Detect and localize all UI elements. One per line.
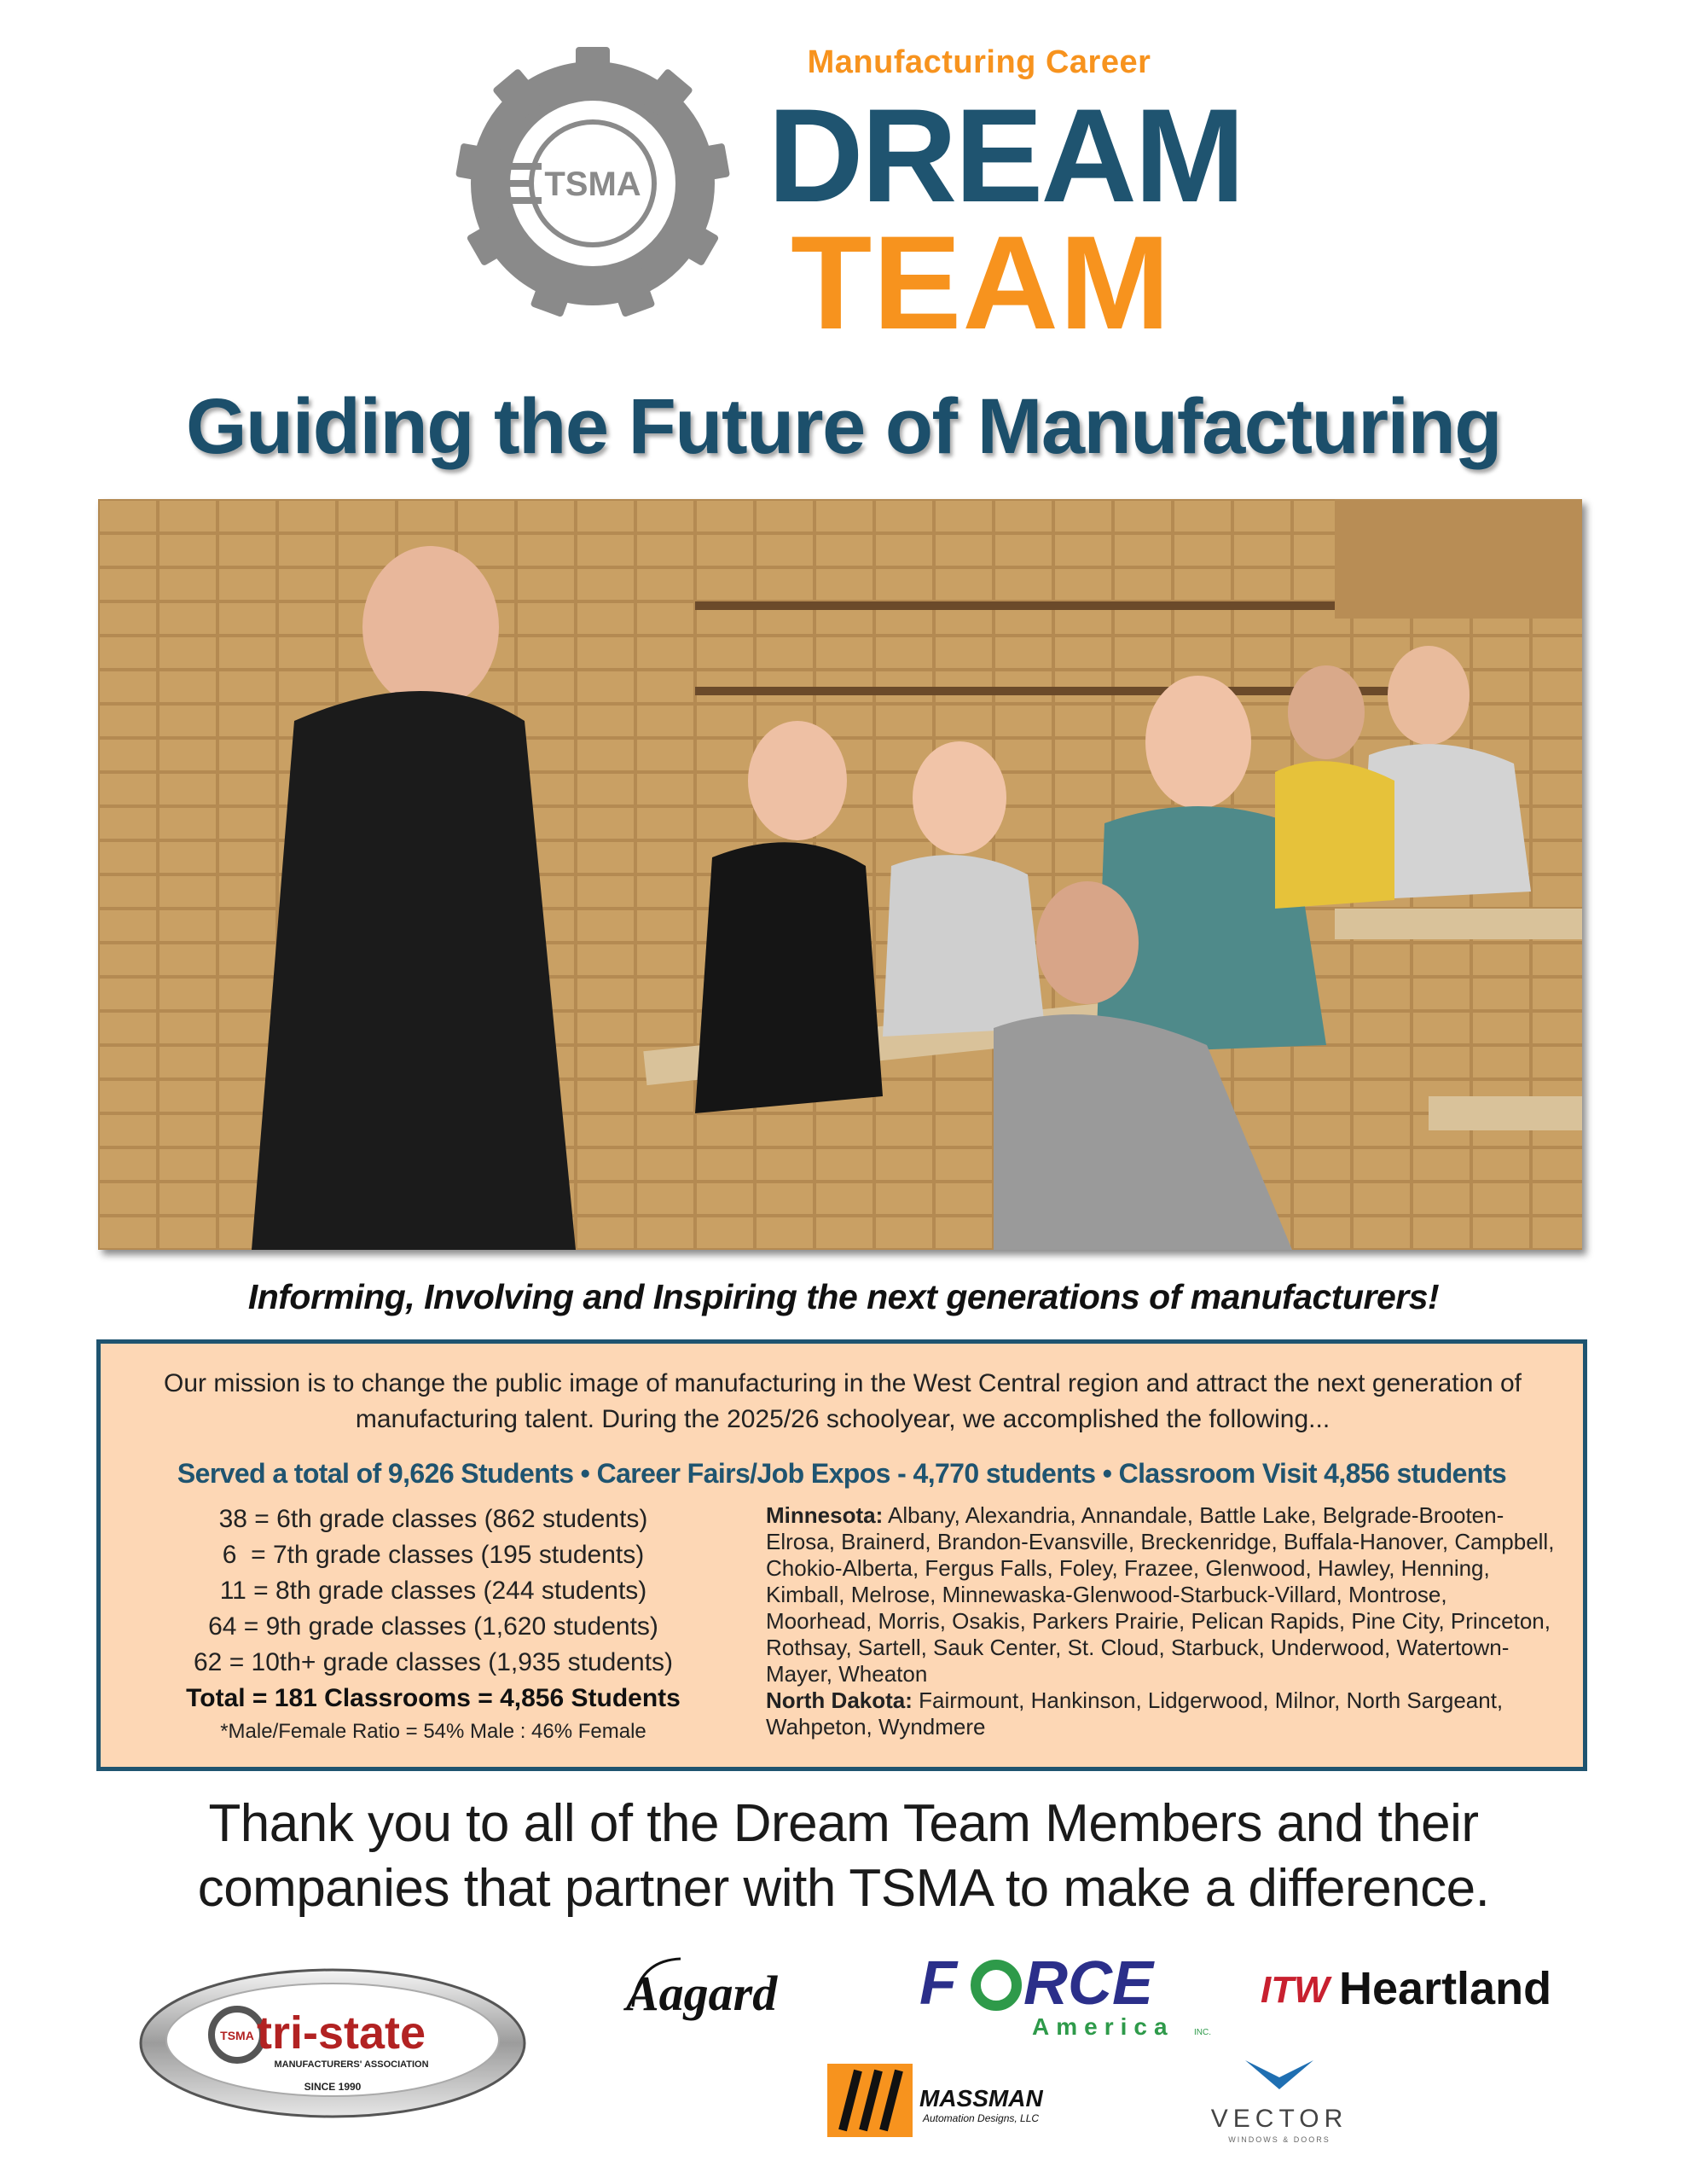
vector-subtitle: WINDOWS & DOORS bbox=[1228, 2135, 1330, 2144]
mission-statement: Our mission is to change the public image of manufacturing in the West Central region and attract the next generation of manufacturing talent. During the 2025/26 schoolyear, we accomplished the following... bbox=[163, 1369, 1522, 1433]
mission-box bbox=[96, 1339, 1587, 1771]
gender-ratio: *Male/Female Ratio = 54% Male : 46% Female bbox=[220, 1720, 646, 1743]
tsma-gear-text: TSMA bbox=[544, 166, 641, 203]
minnesota-schools: Albany, Alexandria, Annandale, Battle Lake, Belgrade-Brooten-Elrosa, Brainerd, Brandon-Evansville, Breckenridge, Buffala-Hanover, Campbell, Chokio-Alberta, Fergus Falls, Foley, Frazee, Glenwood, Hawley, Henning, Kimball, Melrose, Minnewaska-Glenwood-Starbuck-Villard, Montrose, Moorhead, Morris, Osakis, Parkers Prairie, Pelican Rapids, Pine City, Princeton, Rothsay, Sartell, Sauk Center, St. Cloud, Starbuck, Underwood, Watertown-Mayer, Wheaton bbox=[766, 1502, 1555, 1687]
itw-heartland-logo bbox=[1261, 1958, 1585, 2018]
grade-row: 62 = 10th+ grade classes (1,935 students) bbox=[193, 1648, 674, 1676]
grade-breakdown bbox=[160, 1502, 706, 1747]
tri-state-name: tri-state bbox=[256, 2007, 426, 2059]
aagard-logo bbox=[621, 1954, 851, 2022]
north-dakota-schools: Fairmount, Hankinson, Lidgerwood, Milnor, North Sargeant, Wahpeton, Wyndmere bbox=[766, 1687, 1504, 1740]
logo-title-dream: DREAM bbox=[768, 82, 1243, 230]
school-list bbox=[766, 1502, 1559, 1740]
vector-logo bbox=[1194, 2052, 1365, 2154]
massman-logo bbox=[827, 2052, 1058, 2146]
itw-text: ITW bbox=[1261, 1969, 1330, 2011]
tri-state-subtitle: MANUFACTURERS' ASSOCIATION bbox=[274, 2059, 429, 2070]
force-inc-text: INC. bbox=[1194, 2028, 1211, 2037]
page-headline: Guiding the Future of Manufacturing bbox=[185, 383, 1501, 470]
thank-you-line-2: companies that partner with TSMA to make a difference. bbox=[197, 1859, 1490, 1918]
tri-state-since: SINCE 1990 bbox=[304, 2081, 362, 2093]
students-served-summary: Served a total of 9,626 Students • Career Fairs/Job Expos - 4,770 students • Classroom Visit 4,856 students bbox=[177, 1458, 1507, 1489]
vector-text: VECTOR bbox=[1210, 2105, 1348, 2133]
grade-row: 38 = 6th grade classes (862 students) bbox=[218, 1505, 648, 1533]
massman-text: MASSMAN bbox=[919, 2085, 1043, 2111]
north-dakota-label: North Dakota: bbox=[766, 1687, 913, 1713]
subheadline: Informing, Involving and Inspiring the next generations of manufacturers! bbox=[247, 1277, 1440, 1316]
tri-state-tsma-text: TSMA bbox=[220, 2029, 254, 2042]
logo-title-team: TEAM bbox=[791, 209, 1171, 357]
grade-row: 64 = 9th grade classes (1,620 students) bbox=[208, 1612, 658, 1641]
heartland-text: Heartland bbox=[1339, 1963, 1552, 2014]
tri-state-logo bbox=[136, 1966, 529, 2120]
thank-you-line-1: Thank you to all of the Dream Team Members and their bbox=[208, 1794, 1479, 1853]
force-america-text: America bbox=[1032, 2013, 1174, 2040]
classrooms-total: Total = 181 Classrooms = 4,856 Students bbox=[186, 1684, 681, 1712]
tsma-gear-logo bbox=[452, 43, 733, 324]
grade-row: 11 = 8th grade classes (244 students) bbox=[219, 1577, 647, 1605]
minnesota-label: Minnesota: bbox=[766, 1502, 884, 1528]
aagard-text: Aagard bbox=[626, 1966, 778, 2021]
massman-subtitle: Automation Designs, LLC bbox=[923, 2112, 1040, 2124]
grade-row: 6 = 7th grade classes (195 students) bbox=[222, 1541, 645, 1569]
force-america-logo bbox=[913, 1949, 1220, 2043]
classroom-photo bbox=[98, 499, 1582, 1250]
force-letter-f: F bbox=[919, 1949, 957, 2018]
logo-tagline: Manufacturing Career bbox=[807, 44, 1151, 80]
force-letters-rce: RCE bbox=[1023, 1949, 1154, 2018]
thank-you-message bbox=[0, 1792, 1687, 1921]
